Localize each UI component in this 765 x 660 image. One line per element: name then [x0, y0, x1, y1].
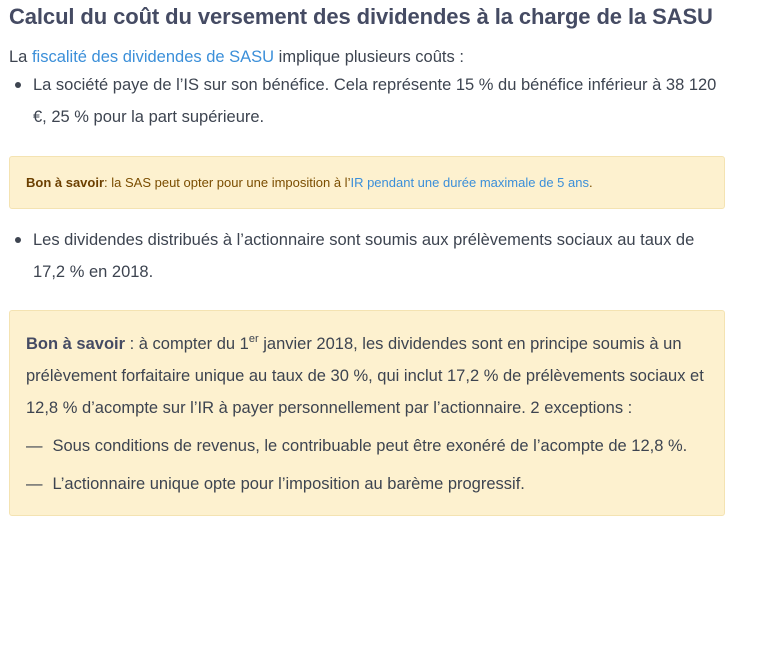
ordinal-superscript: er: [248, 333, 259, 345]
intro-paragraph: [9, 45, 725, 69]
section-title: Calcul du coût du versement des dividendes à la charge de la SASU: [9, 4, 713, 29]
note-label: Bon à savoir: [26, 175, 105, 190]
note-paragraph: [26, 328, 708, 424]
note-text: : la SAS peut opter pour une imposition à l’: [104, 175, 351, 190]
note-label: Bon à savoir: [26, 335, 126, 353]
note-end: .: [588, 175, 593, 190]
info-box-large: [9, 310, 725, 516]
ir-duree-link[interactable]: IR pendant une durée maximale de 5 ans: [350, 175, 589, 190]
fiscalite-dividendes-link[interactable]: fiscalité des dividendes de SASU: [31, 48, 275, 66]
article-section: [9, 0, 725, 516]
intro-text-after: implique plusieurs coûts :: [274, 48, 464, 66]
exception-text: L’actionnaire unique opte pour l’imposition au barème progressif.: [52, 475, 525, 493]
list-item: [9, 224, 725, 288]
info-box-small: [9, 156, 725, 209]
bullet-dot-icon: [15, 237, 21, 243]
exception-text: Sous conditions de revenus, le contribuable peut être exonéré de l’acompte de 12,8 %.: [52, 437, 688, 455]
note-text-end: janvier 2018, les dividendes sont en principe soumis à un prélèvement forfaitaire unique au taux de 30 %, qui inclut 17,2 % de prélèvements sociaux et 12,8 % d’acompte sur l’IR à payer personnellement par l’actionnaire. 2 exceptions :: [26, 335, 704, 417]
exception-item: [26, 430, 708, 462]
bullet-list-2: [9, 224, 725, 288]
bullet-text: Les dividendes distribués à l’actionnaire sont soumis aux prélèvements sociaux au taux de 17,2 % en 2018.: [33, 231, 695, 281]
bullet-dot-icon: [15, 82, 21, 88]
bullet-list-1: [9, 69, 725, 133]
em-dash: —: [26, 437, 43, 455]
exception-item: [26, 468, 708, 500]
intro-text-before: La: [9, 48, 32, 66]
em-dash: —: [26, 475, 43, 493]
list-item: [9, 69, 725, 133]
bullet-text: La société paye de l’IS sur son bénéfice. Cela représente 15 % du bénéfice inférieur à 38 120 €, 25 % pour la part supérieure.: [33, 76, 717, 126]
note-text-start: : à compter du 1: [125, 335, 249, 353]
